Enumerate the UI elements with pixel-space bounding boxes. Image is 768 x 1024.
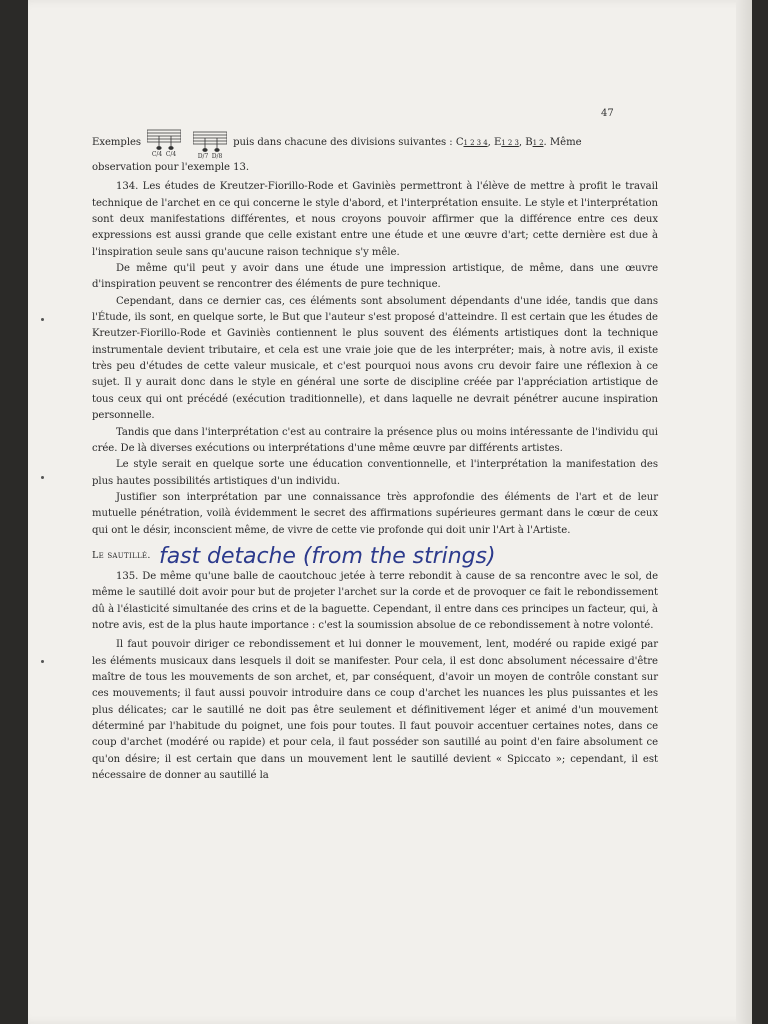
margin-mark: [41, 660, 44, 663]
example-continuation: observation pour l'exemple 13.: [92, 162, 250, 173]
staff-label: D/8: [211, 153, 223, 160]
handwritten-note: fast detache (from the strings): [158, 543, 496, 569]
paragraph: De même qu'il peut y avoir dans une étude une impression artistique, de même, dans une œuvre d'inspiration peuvent se rencontrer des éléments de pure technique.: [92, 263, 658, 291]
division-b: B1 2: [525, 136, 544, 148]
margin-mark: [41, 476, 44, 479]
paragraph: Justifier son interprétation par une connaissance très approfondie des éléments de l'art et de leur mutuelle pénétration, voilà évidemment le secret des affirmations supérieures germant dans le cœur de ceux qui ont le désir, inconscient même, de vivre de cette vie profonde qui doit unir l'Art à l'Artiste.: [92, 491, 658, 536]
section-heading-line: [92, 543, 658, 569]
section-heading: Le sautillé.: [92, 549, 151, 561]
example-lead: Exemples: [92, 136, 142, 148]
paragraph: Cependant, dans ce dernier cas, ces éléments sont absolument dépendants d'une idée, tandis que dans l'Étude, ils sont, en quelque sorte, le But que l'auteur s'est proposé d'atteindre. Il est certain que les études de Kreutzer-Fiorillo-Rode et Gaviniès contiennent le plus souvent des éléments artistiques dont la technique instrumentale devient tributaire, et cela est une vraie joie que de les interpréter; mais, à notre avis, il existe très peu d'études de cette valeur musicale, et c'est pourquoi nous avons cru devoir faire une réflexion à ce sujet. Il y aurait donc dans le style en général une sorte de discipline créée par l'appréciation artistique de tous ceux qui ont précédé (exécution traditionnelle), et dans laquelle ne devrait pénétrer aucune inspiration personnelle.: [92, 295, 658, 422]
page-number: 47: [601, 108, 614, 119]
text-body: [92, 126, 658, 784]
margin-mark: [41, 318, 44, 321]
handwritten-annotation: [159, 541, 599, 571]
paragraph-134: 134. Les études de Kreutzer-Fiorillo-Rode et Gaviniès permettront à l'élève de mettre à profit le travail technique de l'archet en ce qui concerne le style d'abord, et l'interprétation ensuite. Le style et l'interprétation sont deux manifestations différentes, et nous croyons pouvoir affirmer que la différence entre ces deux expressions est aussi grande que celle existant entre une étude et une œuvre d'art; cette dernière est due à l'inspiration seule sans qu'aucune raison technique s'y mêle.: [92, 181, 658, 258]
staff-label: D/7: [197, 153, 209, 160]
music-staff-icon: [147, 126, 181, 160]
book-page: [28, 0, 752, 1024]
paragraph-135: 135. De même qu'une balle de caoutchouc jetée à terre rebondit à cause de sa rencontre avec le sol, de même le sautillé doit avoir pour but de projeter l'archet sur la corde et de provoquer ce fait le rebondissement dû à l'élasticité simultanée des crins et de la baguette. Cependant, il entre dans ces principes un facteur, qui, à notre avis, est de la plus haute importance : c'est la soumission absolue de ce rebondissement à notre volonté.: [92, 570, 658, 631]
staff-label: C/4: [165, 151, 177, 158]
example-text: puis dans chacune des divisions suivantes : C1 2 3 4, E1 2 3, B1 2. Même: [233, 136, 582, 148]
example-line: [92, 126, 658, 160]
music-staff-icon: [193, 126, 227, 160]
page-edge: [736, 0, 752, 1024]
paragraph: Le style serait en quelque sorte une éducation conventionnelle, et l'interprétation la manifestation des plus hautes possibilités artistiques d'un individu.: [92, 459, 658, 487]
division-c: C1 2 3 4: [455, 136, 488, 148]
paragraph: Il faut pouvoir diriger ce rebondissement et lui donner le mouvement, lent, modéré ou rapide exigé par les éléments musicaux dans lesquels il doit se manifester. Pour cela, il est donc absolument nécessaire d'être maître de tous les mouvements de son archet, et, par conséquent, d'avoir un moyen de contrôle constant sur ces mouvements; il faut aussi pouvoir introduire dans ce coup d'archet les nuances les plus puissantes et les plus délicates; car le sautillé ne doit pas être seulement et définitivement léger et animé d'un mouvement déterminé par l'habitude du poignet, une fois pour toutes. Il faut pouvoir accentuer certaines notes, dans ce coup d'archet (modéré ou rapide) et pour cela, il faut posséder son sautillé au point d'en faire absolument ce qu'on désire; il est certain que dans un mouvement lent le sautillé devient « Spiccato »; cependant, il est nécessaire de donner au sautillé la: [92, 639, 658, 782]
paragraph: Tandis que dans l'interprétation c'est au contraire la présence plus ou moins intéressante de l'individu qui crée. De là diverses exécutions ou interprétations d'une même œuvre par différents artistes.: [92, 426, 658, 454]
division-e: E1 2 3: [493, 136, 519, 148]
staff-label: C/4: [151, 151, 163, 158]
